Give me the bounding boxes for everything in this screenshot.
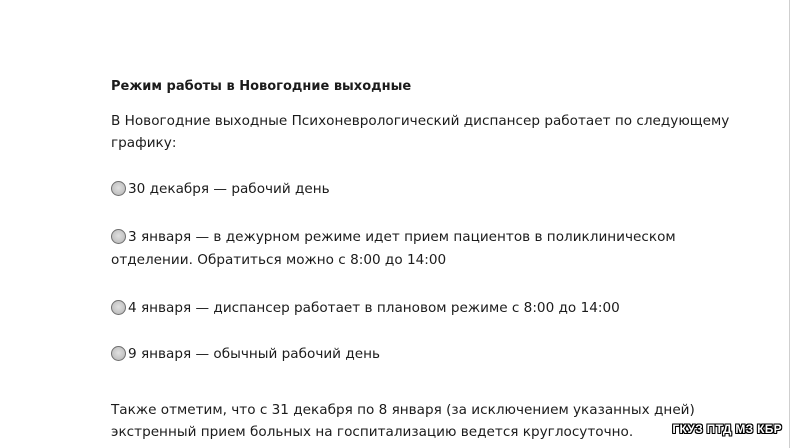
watermark: ГКУЗ ПТД МЗ КБР — [672, 422, 782, 436]
schedule-item — [111, 297, 751, 320]
schedule-item-text: 3 января — в дежурном режиме идет прием пациентов в поликлиническом отделении. Обратиться можно с 8:00 до 14:00 — [111, 229, 676, 268]
schedule-item-text: 9 января — обычный рабочий день — [128, 346, 381, 362]
schedule-item — [111, 226, 751, 272]
radio-bullet-icon — [111, 346, 126, 361]
schedule-item — [111, 178, 751, 201]
radio-bullet-icon — [111, 300, 126, 315]
radio-bullet-icon — [111, 181, 126, 196]
intro-paragraph: В Новогодние выходные Психоневрологический диспансер работает по следующему графику: — [111, 113, 730, 151]
schedule-item-text: 4 января — диспансер работает в плановом режиме с 8:00 до 14:00 — [128, 300, 620, 316]
outro-paragraph: Также отметим, что с 31 декабря по 8 января (за исключением указанных дней) экстренный прием больных на госпитализацию ведется круглосуточно. — [111, 402, 695, 440]
radio-bullet-icon — [111, 229, 126, 244]
schedule-item — [111, 343, 751, 366]
schedule-item-text: 30 декабря — рабочий день — [128, 181, 330, 197]
article-heading: Режим работы в Новогодние выходные — [111, 79, 412, 94]
